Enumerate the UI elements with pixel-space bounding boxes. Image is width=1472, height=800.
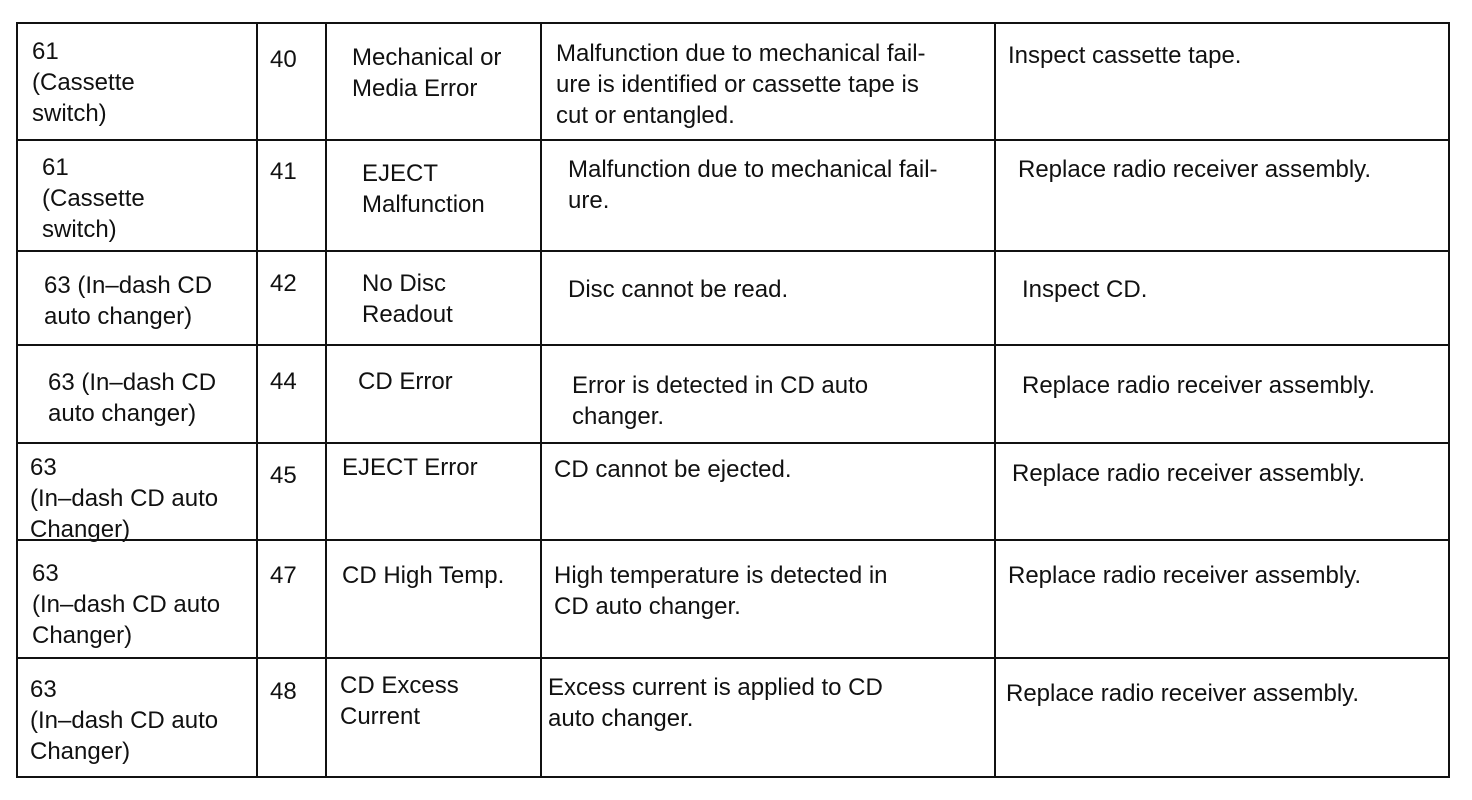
row-divider: [18, 344, 1448, 346]
table-cell-cause: Malfunction due to mechanical fail- ure.: [568, 156, 938, 214]
table-cell-name: No Disc Readout: [362, 270, 453, 328]
table-cell-action: Replace radio receiver assembly.: [1006, 680, 1360, 707]
table-cell-code: 63 (In–dash CD auto Changer): [30, 676, 219, 765]
table-cell-action: Replace radio receiver assembly.: [1008, 562, 1362, 589]
table-cell-code: 61 (Cassette switch): [32, 38, 135, 127]
table-cell-action: Replace radio receiver assembly.: [1012, 460, 1366, 487]
table-cell-cause: Malfunction due to mechanical fail- ure is identified or cassette tape is cut or entangled.: [556, 40, 926, 129]
column-divider: [325, 24, 327, 776]
column-divider: [256, 24, 258, 776]
table-cell-cause: Excess current is applied to CD auto changer.: [548, 674, 883, 732]
table-cell-dtc: 44: [270, 368, 297, 395]
table-cell-dtc: 47: [270, 562, 297, 589]
column-divider: [540, 24, 542, 776]
table-cell-cause: Error is detected in CD auto changer.: [572, 372, 869, 430]
row-divider: [18, 442, 1448, 444]
row-divider: [18, 657, 1448, 659]
table-cell-cause: Disc cannot be read.: [568, 276, 789, 303]
row-divider: [18, 139, 1448, 141]
table-cell-name: CD Error: [358, 368, 453, 395]
table-cell-action: Inspect cassette tape.: [1008, 42, 1242, 69]
table-cell-name: Mechanical or Media Error: [352, 44, 502, 102]
table-cell-code: 63 (In–dash CD auto changer): [44, 272, 213, 330]
table-cell-dtc: 42: [270, 270, 297, 297]
table-cell-code: 63 (In–dash CD auto Changer): [32, 560, 221, 649]
table-cell-name: EJECT Error: [342, 454, 478, 481]
row-divider: [18, 250, 1448, 252]
column-divider: [994, 24, 996, 776]
diagnostic-table: [16, 22, 1450, 778]
table-cell-action: Replace radio receiver assembly.: [1018, 156, 1372, 183]
row-divider: [18, 539, 1448, 541]
table-cell-code: 63 (In–dash CD auto Changer): [30, 454, 219, 543]
table-cell-cause: High temperature is detected in CD auto changer.: [554, 562, 888, 620]
table-cell-dtc: 40: [270, 46, 297, 73]
table-cell-name: CD Excess Current: [340, 672, 459, 730]
table-cell-cause: CD cannot be ejected.: [554, 456, 792, 483]
table-cell-code: 63 (In–dash CD auto changer): [48, 369, 217, 427]
table-cell-name: CD High Temp.: [342, 562, 505, 589]
table-cell-dtc: 48: [270, 678, 297, 705]
table-cell-action: Replace radio receiver assembly.: [1022, 372, 1376, 399]
table-cell-dtc: 41: [270, 158, 297, 185]
table-cell-code: 61 (Cassette switch): [42, 154, 145, 243]
table-cell-name: EJECT Malfunction: [362, 160, 485, 218]
table-cell-action: Inspect CD.: [1022, 276, 1148, 303]
table-cell-dtc: 45: [270, 462, 297, 489]
